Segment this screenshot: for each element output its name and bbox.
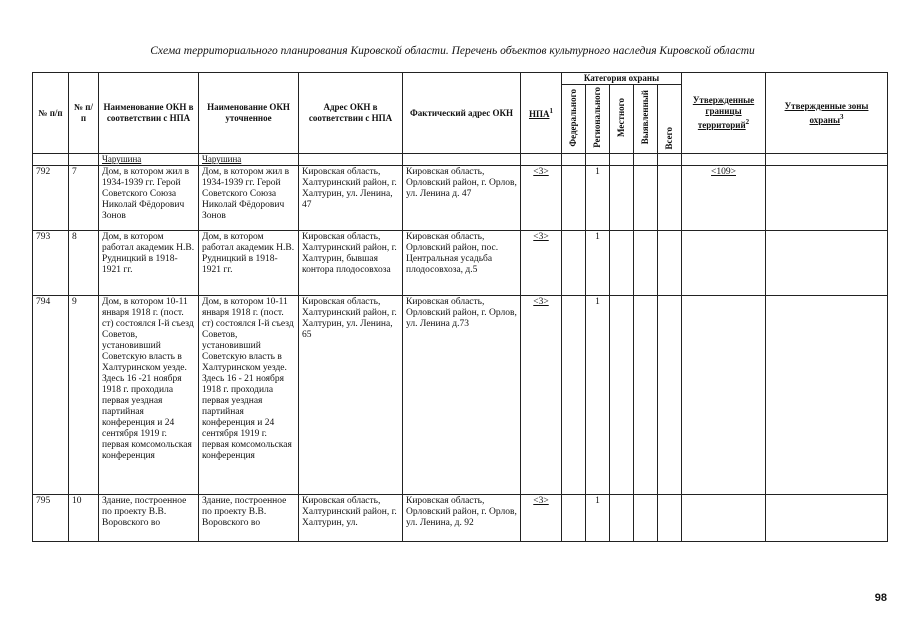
header-cat-total: Всего — [658, 85, 682, 154]
cell-identified — [634, 296, 658, 495]
cell-num1: 795 — [33, 495, 69, 542]
cell-total — [658, 166, 682, 231]
cell-borders — [682, 231, 766, 296]
cell-address-actual: Кировская область, Орловский район, г. Орлов, ул. Ленина д. 47 — [403, 166, 521, 231]
table-row — [33, 166, 888, 231]
header-num1: № п/п — [33, 73, 69, 154]
cell-federal — [562, 231, 586, 296]
cell-num2: 7 — [69, 166, 99, 231]
cell-local — [610, 495, 634, 542]
section-name-refined: Чарушина — [199, 154, 299, 166]
cell-identified — [634, 231, 658, 296]
table-row — [33, 231, 888, 296]
cell-npa-link[interactable]: <3> — [521, 495, 562, 542]
cell-address-actual: Кировская область, Орловский район, г. Орлов, ул. Ленина, д. 92 — [403, 495, 521, 542]
cell-npa-link[interactable]: <3> — [521, 296, 562, 495]
cell-address-actual: Кировская область, Орловский район, г. Орлов, ул. Ленина д.73 — [403, 296, 521, 495]
header-borders: Утвержденные границы территорий$^2$ — [682, 73, 766, 154]
cell-borders — [682, 495, 766, 542]
cell-address-npa: Кировская область, Халтуринский район, г. Халтурин, ул. — [299, 495, 403, 542]
document-title: Схема территориального планирования Кировской области. Перечень объектов культурного наследия Кировской области — [150, 45, 755, 57]
header-name-refined: Наименование ОКН уточненное — [199, 73, 299, 154]
header-address-npa: Адрес ОКН в соответствии с НПА — [299, 73, 403, 154]
cell-address-npa: Кировская область, Халтуринский район, г. Халтурин, ул. Ленина, 65 — [299, 296, 403, 495]
cell-zones — [766, 231, 888, 296]
section-row — [33, 154, 888, 166]
cell-name-npa: Дом, в котором работал академик Н.В. Рудницкий в 1918-1921 гг. — [99, 231, 199, 296]
cell-local — [610, 296, 634, 495]
cell-zones — [766, 166, 888, 231]
cell-regional: 1 — [586, 296, 610, 495]
header-category-group: Категория охраны — [562, 73, 682, 85]
cell-local — [610, 166, 634, 231]
cell-total — [658, 231, 682, 296]
header-cat-identified: Выявленный — [634, 85, 658, 154]
cell-name-refined: Дом, в котором жил в 1934-1939 гг. Герой Советского Союза Николай Фёдорович Зонов — [199, 166, 299, 231]
heritage-table — [32, 72, 888, 542]
cell-total — [658, 296, 682, 495]
cell-num2: 10 — [69, 495, 99, 542]
cell-zones — [766, 296, 888, 495]
cell-name-refined: Дом, в котором работал академик Н.В. Рудницкий в 1918-1921 гг. — [199, 231, 299, 296]
cell-regional: 1 — [586, 231, 610, 296]
cell-identified — [634, 166, 658, 231]
table-row — [33, 296, 888, 495]
cell-address-npa: Кировская область, Халтуринский район, г. Халтурин, бывшая контора плодосовхоза — [299, 231, 403, 296]
cell-regional: 1 — [586, 495, 610, 542]
cell-name-refined: Здание, построенное по проекту В.В. Воровского во — [199, 495, 299, 542]
cell-npa-link[interactable]: <3> — [521, 166, 562, 231]
header-cat-regional: Регионального — [586, 85, 610, 154]
cell-local — [610, 231, 634, 296]
cell-federal — [562, 296, 586, 495]
cell-regional: 1 — [586, 166, 610, 231]
cell-zones — [766, 495, 888, 542]
cell-npa-link[interactable]: <3> — [521, 231, 562, 296]
header-name-npa: Наименование ОКН в соответствии с НПА — [99, 73, 199, 154]
cell-borders-link[interactable]: <109> — [682, 166, 766, 231]
cell-name-refined: Дом, в котором 10-11 января 1918 г. (пост. ст) состоялся I-й съезд Советов, установивший Советскую власть в Халтуринском уезде. Здесь 16 - 21 ноября 1918 г. проходила первая уездная партийная конференция и 24 сентября 1919 г. первая комсомольская конференция — [199, 296, 299, 495]
header-npa: НПА$^1$ — [521, 73, 562, 154]
header-cat-local: Местного — [610, 85, 634, 154]
cell-num1: 793 — [33, 231, 69, 296]
cell-name-npa: Дом, в котором жил в 1934-1939 гг. Герой Советского Союза Николай Фёдорович Зонов — [99, 166, 199, 231]
header-address-actual: Фактический адрес ОКН — [403, 73, 521, 154]
table-row — [33, 495, 888, 542]
cell-name-npa: Дом, в котором 10-11 января 1918 г. (пост. ст) состоялся I-й съезд Советов, установивший Советскую власть в Халтуринском уезде. Здесь 16 -21 ноября 1918 г. проходила первая уездная партийная конференция и 24 сентября 1919 г. первая комсомольская конференция — [99, 296, 199, 495]
section-name-npa: Чарушина — [99, 154, 199, 166]
cell-federal — [562, 495, 586, 542]
cell-address-actual: Кировская область, Орловский район, пос. Центральная усадьба плодосовхоза, д.5 — [403, 231, 521, 296]
cell-num1: 794 — [33, 296, 69, 495]
cell-num1: 792 — [33, 166, 69, 231]
cell-federal — [562, 166, 586, 231]
cell-num2: 9 — [69, 296, 99, 495]
cell-name-npa: Здание, построенное по проекту В.В. Воровского во — [99, 495, 199, 542]
cell-num2: 8 — [69, 231, 99, 296]
cell-total — [658, 495, 682, 542]
cell-address-npa: Кировская область, Халтуринский район, г. Халтурин, ул. Ленина, 47 — [299, 166, 403, 231]
cell-borders — [682, 296, 766, 495]
header-cat-federal: Федерального — [562, 85, 586, 154]
header-num2: № п/п — [69, 73, 99, 154]
page-number: 98 — [874, 592, 887, 604]
cell-identified — [634, 495, 658, 542]
header-zones: Утвержденные зоны охраны$^3$ — [766, 73, 888, 154]
